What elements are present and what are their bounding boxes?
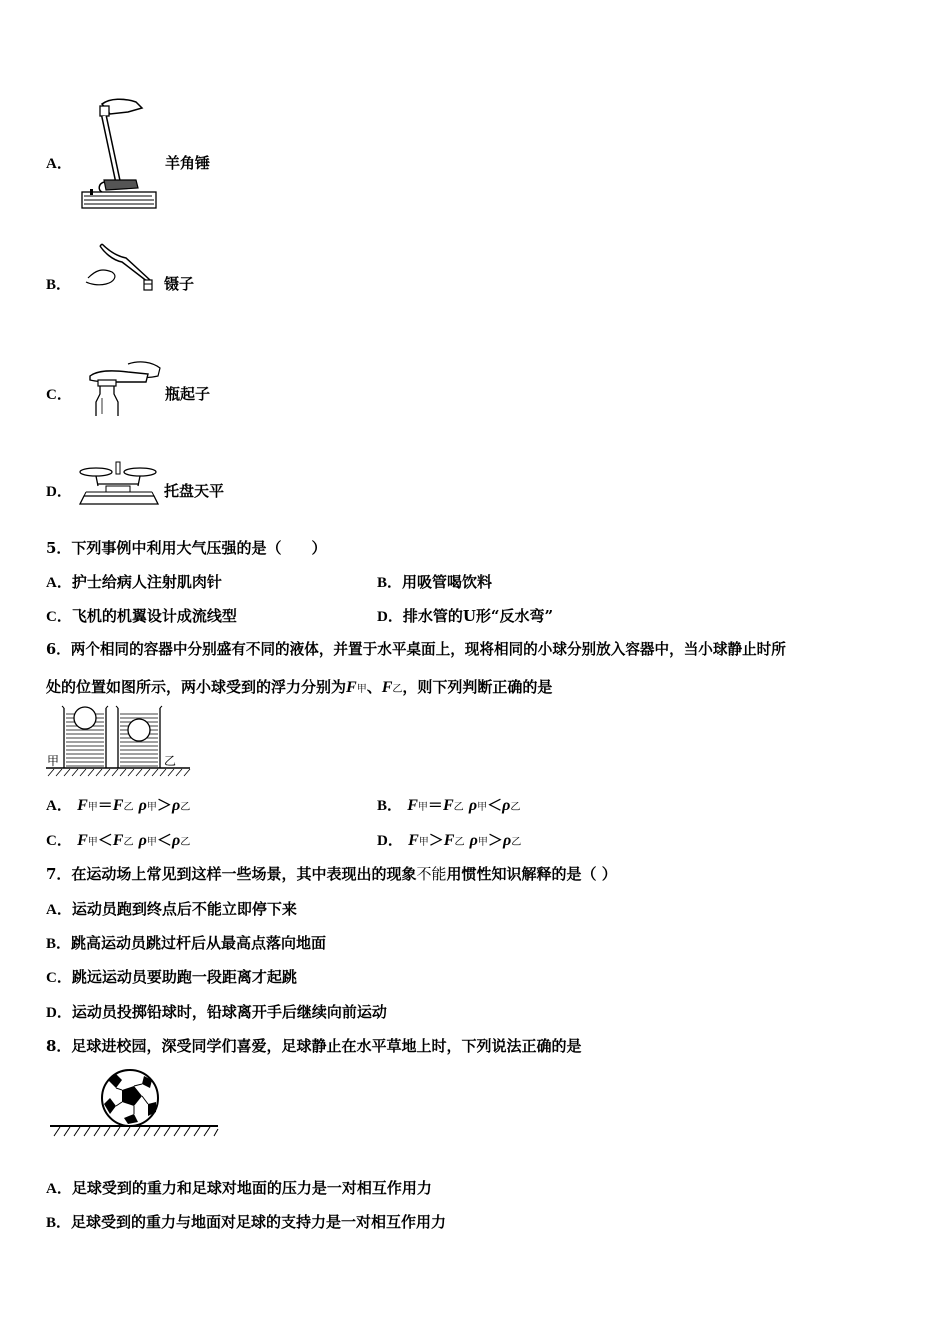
density-symbol: ρ: [171, 797, 181, 814]
emphasis-text: 不能: [416, 865, 447, 883]
subscript: 乙: [454, 837, 465, 848]
option-a: [46, 572, 222, 593]
question-stem: 8．足球进校园，深受同学们喜爱，足球静止在水平草地上时，下列说法正确的是: [46, 1037, 582, 1055]
question-stem-line-2: [46, 677, 552, 700]
option-label: A．: [46, 1181, 72, 1197]
option-c: [46, 967, 297, 988]
option-a: [46, 899, 297, 920]
option-text: 托盘天平: [164, 482, 225, 500]
subscript: 甲: [87, 802, 98, 813]
subscript: 甲: [87, 837, 98, 848]
stem-text: 用惯性知识解释的是（ ）: [446, 865, 617, 883]
option-label: B．: [46, 1215, 72, 1231]
option-text: 护士给病人注射肌肉针: [71, 573, 222, 591]
relation: ＝: [97, 796, 113, 814]
option-text: 跳高运动员跳过杆后从最高点落向地面: [71, 934, 327, 952]
bottle-opener-icon: [88, 358, 164, 420]
option-label: A．: [46, 902, 72, 918]
force-symbol: F: [408, 832, 419, 849]
relation: ＞: [428, 831, 444, 849]
claw-hammer-icon: [80, 96, 160, 214]
option-text: 排水管的U形“反水弯”: [402, 607, 554, 625]
question-stem-line-1: 6．两个相同的容器中分别盛有不同的液体，并置于水平桌面上，现将相同的小球分别放入容器中，当小球静止时所: [46, 641, 786, 658]
subscript: 乙: [123, 802, 134, 813]
option-d: [46, 1002, 387, 1023]
option-text: 用吸管喝饮料: [402, 573, 493, 591]
subscript: 甲: [356, 684, 367, 695]
option-a: [46, 795, 190, 818]
stem-text: 7．在运动场上常见到这样一些场景，其中表现出的现象: [46, 865, 417, 883]
relation: ＞: [487, 831, 503, 849]
option-text: 镊子: [164, 275, 195, 293]
option-label: B．: [377, 798, 403, 814]
question-stem: [46, 864, 617, 884]
density-symbol: ρ: [502, 797, 511, 814]
relation: ＞: [156, 796, 172, 814]
relation: ＜: [97, 831, 113, 849]
option-b: [377, 572, 492, 593]
option-b: [377, 795, 520, 818]
subscript: 乙: [392, 684, 403, 695]
subscript: 乙: [180, 802, 191, 813]
option-text: 足球受到的重力与地面对足球的支持力是一对相互作用力: [71, 1213, 447, 1231]
option-c: [46, 830, 190, 853]
subscript: 甲: [418, 837, 429, 848]
density-symbol: ρ: [138, 797, 147, 814]
option-text: 羊角锤: [165, 154, 211, 172]
soccer-ball-figure: [48, 1066, 222, 1140]
option-d: [377, 606, 553, 627]
force-symbol: F: [77, 797, 88, 814]
subscript: 甲: [146, 802, 157, 813]
force-symbol: F: [407, 797, 418, 814]
option-label: B．: [46, 936, 72, 952]
force-symbol: F: [77, 832, 88, 849]
density-symbol: ρ: [502, 832, 512, 849]
option-label: D．: [46, 484, 72, 500]
tweezers-icon: [82, 242, 162, 294]
subscript: 乙: [453, 802, 464, 813]
option-label: B．: [377, 575, 403, 591]
subscript: 乙: [180, 837, 191, 848]
option-label: A．: [46, 575, 72, 591]
option-label: C．: [46, 970, 72, 986]
stem-text: 处的位置如图所示，两小球受到的浮力分别为: [46, 678, 347, 696]
pan-balance-icon: [76, 460, 162, 506]
density-symbol: ρ: [468, 797, 478, 814]
option-label: A．: [46, 798, 72, 814]
density-symbol: ρ: [469, 832, 478, 849]
option-b: [46, 1212, 446, 1233]
density-symbol: ρ: [138, 832, 147, 849]
subscript: 乙: [510, 802, 521, 813]
option-text: 足球受到的重力和足球对地面的压力是一对相互作用力: [71, 1179, 432, 1197]
option-d: [377, 830, 521, 853]
option-label: C．: [46, 609, 72, 625]
relation: ＜: [487, 796, 503, 814]
option-c: [46, 606, 237, 627]
option-text: 跳远运动员要助跑一段距离才起跳: [71, 968, 297, 986]
option-label: D．: [377, 609, 403, 625]
option-b: [46, 933, 326, 954]
subscript: 甲: [146, 837, 157, 848]
question-stem: 5．下列事例中利用大气压强的是（ ）: [46, 539, 327, 557]
option-text: 瓶起子: [165, 385, 211, 403]
option-label: D．: [377, 833, 403, 849]
subscript: 乙: [511, 837, 522, 848]
figure-label-jia: 甲: [47, 754, 60, 768]
density-symbol: ρ: [171, 832, 181, 849]
separator: 、: [366, 678, 382, 696]
relation: ＜: [156, 831, 172, 849]
force-symbol: F: [381, 679, 393, 696]
stem-text: ，则下列判断正确的是: [402, 678, 553, 696]
option-a: [46, 1178, 432, 1199]
subscript: 甲: [477, 802, 488, 813]
option-text: 运动员跑到终点后不能立即停下来: [71, 900, 297, 918]
force-symbol: F: [112, 832, 124, 849]
force-symbol: F: [443, 832, 455, 849]
force-symbol: F: [112, 797, 124, 814]
option-label: C．: [46, 387, 72, 403]
option-text: 运动员投掷铅球时，铅球离开手后继续向前运动: [71, 1003, 387, 1021]
option-label: A．: [46, 156, 72, 172]
subscript: 甲: [417, 802, 428, 813]
option-label: D．: [46, 1005, 72, 1021]
force-symbol: F: [442, 797, 454, 814]
force-symbol: F: [346, 679, 357, 696]
figure-label-yi: 乙: [164, 754, 177, 768]
relation: ＝: [427, 796, 443, 814]
option-text: 飞机的机翼设计成流线型: [71, 607, 237, 625]
option-label: C．: [46, 833, 72, 849]
subscript: 乙: [123, 837, 134, 848]
option-label: B．: [46, 277, 72, 293]
subscript: 甲: [477, 837, 488, 848]
